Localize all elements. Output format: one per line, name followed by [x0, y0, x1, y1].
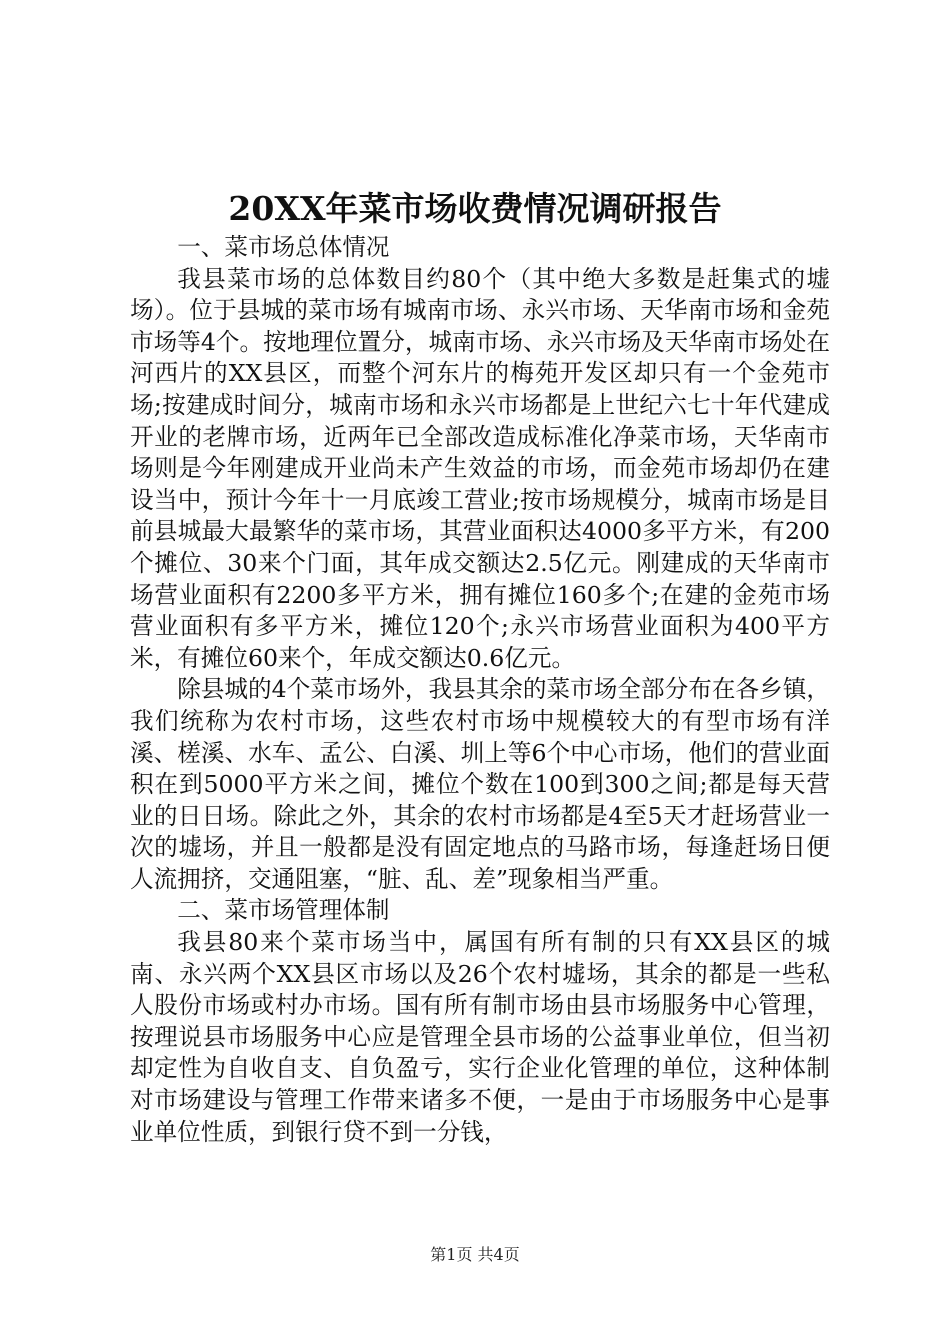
document-title: 20XX年菜市场收费情况调研报告 — [228, 189, 722, 228]
section-heading-overview: 一、菜市场总体情况 — [177, 233, 390, 261]
page-number-footer: 第1页 共4页 — [430, 1245, 520, 1264]
document-body — [130, 232, 830, 1148]
paragraph-management-system: 我县80来个菜市场当中，属国有所有制的只有XX县区的城南、永兴两个XX县区市场以及26个农村墟场，其余的都是一些私人股份市场或村办市场。国有所有制市场由县市场服务中心管理，按理说县市场服务中心应是管理全县市场的公益事业单位，但当初却定性为自收自支、自负盈亏，实行企业化管理的单位，这种体制对市场建设与管理工作带来诸多不便，一是由于市场服务中心是事业单位性质，到银行贷不到一分钱， — [130, 928, 830, 1146]
section-heading-management: 二、菜市场管理体制 — [177, 896, 390, 925]
paragraph-city-markets: 我县菜市场的总体数目约80个（其中绝大多数是赶集式的墟场）。位于县城的菜市场有城南市场、永兴市场、天华南市场和金苑市场等4个。按地理位置分，城南市场、永兴市场及天华南市场处在河西片的XX县区，而整个河东片的梅苑开发区却只有一个金苑市场;按建成时间分，城南市场和永兴市场都是上世纪六七十年代建成开业的老牌市场，近两年已全部改造成标准化净菜市场，天华南市场则是今年刚建成开业尚未产生效益的市场，而金苑市场却仍在建设当中，预计今年十一月底竣工营业;按市场规模分，城南市场是目前县城最大最繁华的菜市场，其营业面积达4000多平方米，有200个摊位、30来个门面，其年成交额达2.5亿元。刚建成的天华南市场营业面积有2200多平方米，拥有摊位160多个;在建的金苑市场营业面积有多平方米，摊位120个;永兴市场营业面积为400平方米，有摊位60来个，年成交额达0.6亿元。 — [130, 264, 830, 672]
paragraph-rural-markets: 除县城的4个菜市场外，我县其余的菜市场全部分布在各乡镇，我们统称为农村市场，这些农村市场中规模较大的有型市场有洋溪、槎溪、水车、孟公、白溪、圳上等6个中心市场，他们的营业面积在到5000平方米之间，摊位个数在100到300之间;都是每天营业的日日场。除此之外，其余的农村市场都是4至5天才赶场营业一次的墟场，并且一般都是没有固定地点的马路市场，每逢赶场日便人流拥挤，交通阻塞，“脏、乱、差”现象相当严重。 — [130, 675, 830, 893]
